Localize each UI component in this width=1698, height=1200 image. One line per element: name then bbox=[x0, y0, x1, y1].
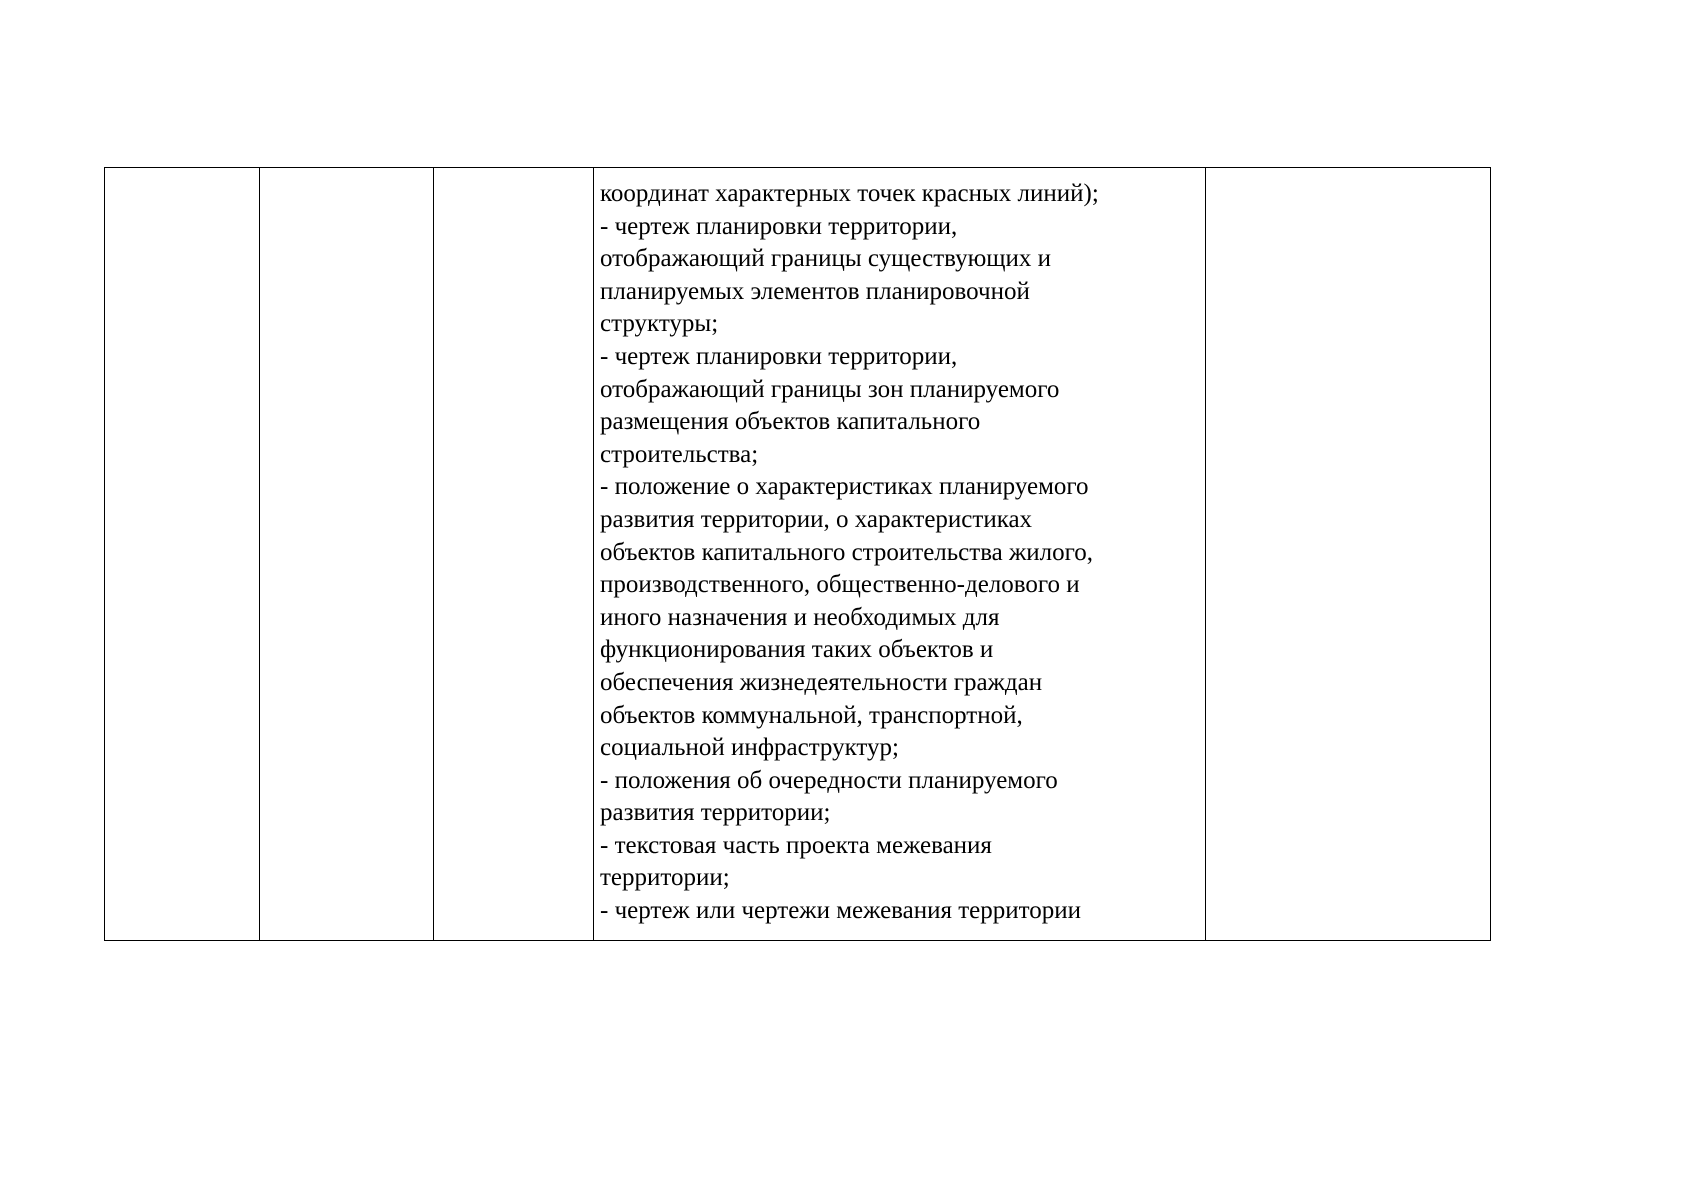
content-line: - положение о характеристиках планируемого bbox=[600, 473, 1089, 501]
content-line: функционирования таких объектов и bbox=[600, 636, 994, 664]
content-line: отображающий границы зон планируемого bbox=[600, 375, 1060, 403]
content-line: отображающий границы существующих и bbox=[600, 245, 1052, 273]
content-line: производственного, общественно-делового и bbox=[600, 571, 1080, 599]
content-line: развития территории; bbox=[600, 799, 831, 827]
document-table bbox=[104, 167, 1491, 941]
content-line: - чертеж или чертежи межевания территории bbox=[600, 897, 1081, 925]
table-cell-5-empty bbox=[1206, 168, 1491, 941]
content-line: структуры; bbox=[600, 310, 719, 338]
content-line: размещения объектов капитального bbox=[600, 408, 981, 436]
content-line: планируемых элементов планировочной bbox=[600, 277, 1030, 305]
content-line: строительства; bbox=[600, 440, 759, 468]
content-line: социальной инфраструктур; bbox=[600, 734, 899, 762]
content-line: объектов капитального строительства жилого, bbox=[600, 538, 1094, 566]
content-line: - текстовая часть проекта межевания bbox=[600, 831, 992, 859]
content-line: - чертеж планировки территории, bbox=[600, 342, 958, 370]
content-line: территории; bbox=[600, 864, 730, 892]
content-line: объектов коммунальной, транспортной, bbox=[600, 701, 1023, 729]
table-cell-3-empty bbox=[434, 168, 594, 941]
content-line: - чертеж планировки территории, bbox=[600, 212, 958, 240]
table-cell-2-empty bbox=[260, 168, 434, 941]
content-line: обеспечения жизнедеятельности граждан bbox=[600, 668, 1043, 696]
content-line: - положения об очередности планируемого bbox=[600, 766, 1058, 794]
content-line: развития территории, о характеристиках bbox=[600, 505, 1033, 533]
content-line: иного назначения и необходимых для bbox=[600, 603, 1000, 631]
content-line: координат характерных точек красных линий); bbox=[600, 180, 1099, 207]
table-row bbox=[105, 168, 1491, 941]
table-cell-1-empty bbox=[105, 168, 260, 941]
table-cell-content bbox=[594, 168, 1206, 941]
